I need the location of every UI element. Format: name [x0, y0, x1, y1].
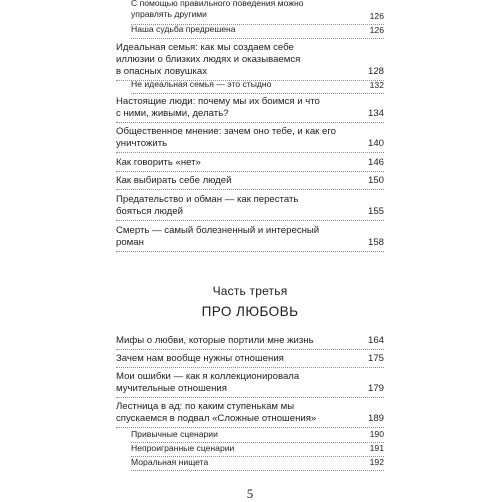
toc-page-number: 192 [369, 457, 384, 467]
toc-page-number: 191 [369, 443, 384, 453]
toc-entry [0, 126, 500, 153]
toc-dotted-rule [116, 189, 384, 190]
toc-subentry [0, 24, 500, 39]
toc-dotted-rule [116, 122, 384, 123]
toc-entry-title: С помощью правильного поведения можно управлять другими [131, 0, 304, 19]
toc-entry-title: Не идеальная семья — это стыдно [131, 79, 272, 89]
toc-entry-title: Привычные сценарии [131, 429, 218, 439]
toc-entry-title: Непроигранные сценарии [131, 443, 235, 453]
page-number: 5 [246, 486, 254, 501]
toc-dotted-rule [116, 367, 384, 368]
toc-page-number: 190 [369, 429, 384, 439]
toc-entry-title: Моральная нищета [131, 457, 209, 467]
toc-entry [0, 225, 500, 252]
toc-page-number: 189 [367, 413, 384, 424]
toc-entry [0, 401, 500, 428]
toc-entry-title: Как говорить «нет» [116, 157, 201, 168]
toc-subentry [0, 443, 500, 457]
toc-page-number: 158 [367, 237, 384, 248]
toc-page-number: 179 [367, 383, 384, 394]
toc-dotted-rule [116, 152, 384, 153]
part-heading: Часть третья [212, 284, 288, 298]
toc-page-number: 155 [367, 206, 384, 217]
toc-page-number: 134 [367, 108, 384, 119]
toc-entry-title: Мои ошибки — как я коллекционировала мучительные отношения [116, 371, 300, 394]
toc-entry-title: Как выбирать себе людей [116, 175, 232, 186]
toc-dotted-rule [116, 427, 384, 428]
toc-dotted-rule [116, 397, 384, 398]
toc-entry-title: Общественное мнение: зачем оно тебе, и как его уничтожить [116, 126, 336, 149]
toc-entry [0, 335, 500, 350]
toc-page-number: 150 [367, 175, 384, 186]
toc-page-number: 126 [369, 11, 384, 21]
toc-entry-title: Наша судьба предрешена [131, 24, 236, 34]
toc-page-number: 146 [367, 157, 384, 168]
toc-page-number: 126 [369, 25, 384, 35]
toc-subentry [0, 79, 500, 94]
toc-entry-title: Идеальная семья: как мы создаем себе иллюзии о близких людях и оказываемся в опасных ловушках [116, 42, 301, 77]
toc-entry-title: Настоящие люди: почему мы их боимся и что с ними, живыми, делать? [116, 96, 320, 119]
toc-subentry [0, 429, 500, 443]
toc-dotted-rule [131, 93, 384, 94]
toc-subentry [0, 457, 500, 471]
toc-page-number: 128 [367, 66, 384, 77]
toc-dotted-rule [131, 470, 384, 471]
toc-dotted-rule [116, 220, 384, 221]
toc-entry-title: Предательство и обман — как перестать бояться людей [116, 194, 299, 217]
section-title: ПРО ЛЮБОВЬ [201, 304, 299, 319]
toc-page-number: 132 [369, 80, 384, 90]
toc-subentry [0, 0, 500, 25]
toc-dotted-rule [116, 349, 384, 350]
toc-entry-title: Зачем нам вообще нужны отношения [116, 353, 284, 364]
toc-entry [0, 353, 500, 368]
toc-page-number: 164 [367, 335, 384, 346]
toc-entry [0, 157, 500, 172]
toc-entry [0, 194, 500, 221]
toc-entry [0, 96, 500, 123]
toc-entry [0, 42, 500, 81]
toc-page-number: 175 [367, 353, 384, 364]
toc-dotted-rule [116, 251, 384, 252]
toc-entry-title: Смерть — самый болезненный и интересный роман [116, 225, 320, 248]
toc-entry [0, 371, 500, 398]
toc-dotted-rule [116, 171, 384, 172]
toc-entry [0, 175, 500, 190]
toc-entry-title: Лестница в ад: по каким ступенькам мы спускаемся в подвал «Сложные отношения» [116, 401, 317, 424]
toc-page-number: 140 [367, 138, 384, 149]
toc-entry-title: Мифы о любви, которые портили мне жизнь [116, 335, 314, 346]
toc-dotted-rule [131, 38, 384, 39]
